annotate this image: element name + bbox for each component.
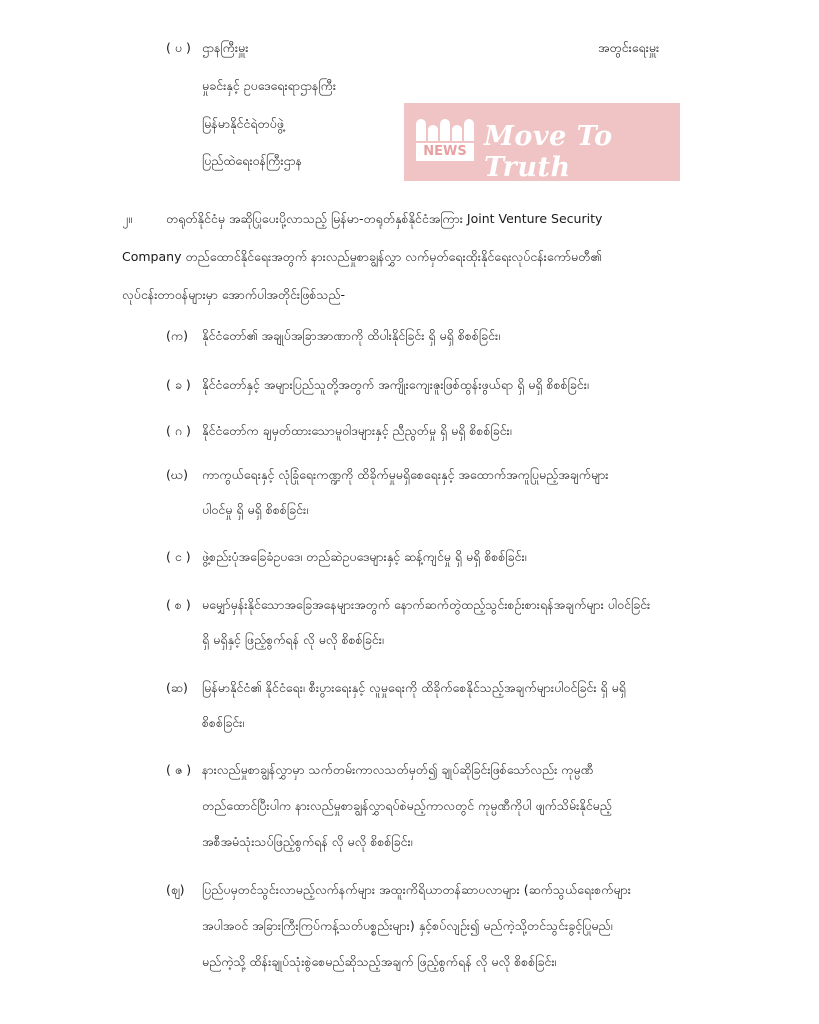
list-item-label: ( ခ ) [166,377,191,392]
list-item-label: ( င ) [166,549,191,564]
watermark-brand-text: Move To Truth [484,121,613,183]
list-item-text: နိုင်ငံတော်က ချမှတ်ထားသောမူဝါဒများနှင့် ညီညွတ်မှု ရှိ မရှိ စိစစ်ခြင်း၊ [202,423,512,438]
list-item-label: (က) [166,328,188,343]
list-item-label: (ဈ) [166,882,185,897]
list-item-text: တည်ထောင်ပြီးပါက နားလည်မှုစာချွန်လွှာရပ်စဲမည့်ကာလတွင် ကုမ္ပဏီကိုပါ ဖျက်သိမ်းနိုင်မည့် [202,798,612,813]
list-item-text: ပါဝင်မှု ရှိ မရှိ စိစစ်ခြင်း၊ [202,502,309,517]
header-line: ပြည်ထဲရေးဝန်ကြီးဌာန [202,153,303,168]
header-right-text: အတွင်းရေးမှူး [598,40,660,55]
list-item-text: ကာကွယ်ရေးနှင့် လုံခြုံရေးကဏ္ဍကို ထိခိုက်မှုမရှိစေရေးနှင့် အထောက်အကူပြုမည့်အချက်များ [202,467,609,482]
list-item-text: အစီအမံသုံးသပ်ဖြည့်စွက်ရန် လို မလို စိစစ်ခြင်း၊ [202,834,413,849]
list-item-label: ( စ ) [166,597,191,612]
list-item-text: နိုင်ငံတော်၏ အချုပ်အခြာအာဏာကို ထိပါးနိုင်ခြင်း ရှိ မရှိ စိစစ်ခြင်း၊ [202,328,501,343]
list-item-text: အပါအဝင် အခြားကြီးကြပ်ကန့်သတ်ပစ္စည်းများ) နှင့်စပ်လျဉ်း၍ မည်ကဲ့သို့တင်သွင်းခွင့်ပြုမည်၊ [202,918,613,933]
logo-bars-icon [416,119,474,141]
list-item-text: မည်ကဲ့သို့ ထိန်းချုပ်သုံးစွဲစေမည်ဆိုသည့်အချက် ဖြည့်စွက်ရန် လို မလို စိစစ်ခြင်း၊ [202,954,557,969]
paragraph-line: Company တည်ထောင်နိုင်ရေးအတွက် နားလည်မှုစာချွန်လွှာ လက်မှတ်ရေးထိုးနိုင်ရေးလုပ်ငန်းကော်မတီ၏ [122,249,602,264]
watermark [404,103,680,181]
list-item-text: စိစစ်ခြင်း၊ [202,715,245,730]
list-item-text: ပြည်ပမှတင်သွင်းလာမည့်လက်နက်များ အထူးကိရိယာတန်ဆာပလာများ (ဆက်သွယ်ရေးစက်များ [202,882,631,897]
list-item-label: ( ဂ ) [166,423,191,438]
list-item-text: နားလည်မှုစာချွန်လွှာမှာ သက်တမ်းကာလသတ်မှတ်၍ ချုပ်ဆိုခြင်းဖြစ်သော်လည်း ကုမ္ပဏီ [202,762,594,777]
list-item-text: ဖွဲ့စည်းပုံအခြေခံဥပဒေ၊ တည်ဆဲဥပဒေများနှင့် ဆန့်ကျင်မှု ရှိ မရှိ စိစစ်ခြင်း၊ [202,549,527,564]
header-line: ဌာနကြီးမှူး [202,40,249,55]
list-item-label: (ဆ) [166,680,188,695]
watermark-logo [416,119,474,165]
list-item-text: မြန်မာနိုင်ငံ၏ နိုင်ငံရေး၊ စီးပွားရေးနှင့် လူမှုရေးကို ထိခိုက်စေနိုင်သည့်အချက်များပါဝင်ခြင်း ရှိ မရှိ [202,680,626,695]
list-item-label: ( ဇ ) [166,762,192,777]
list-item-label: (ဃ) [166,467,188,482]
header-block-label: ( ပ ) [166,40,191,55]
paragraph-line: လုပ်ငန်းတာဝန်များမှာ အောက်ပါအတိုင်းဖြစ်သည်- [122,287,346,302]
watermark-logo-text: NEWS [416,143,474,161]
paragraph-number: ၂။ [122,211,132,226]
header-line: မြန်မာနိုင်ငံရဲတပ်ဖွဲ့ [202,116,284,131]
list-item-text: နိုင်ငံတော်နှင့် အများပြည်သူတို့အတွက် အကျိုးကျေးဇူးဖြစ်ထွန်းဖွယ်ရာ ရှိ မရှိ စိစစ်ခြင်း၊ [202,377,589,392]
list-item-text: မမျှော်မှန်းနိုင်သောအခြေအနေများအတွက် နောက်ဆက်တွဲထည့်သွင်းစဉ်းစားရန်အချက်များ ပါဝင်ခြင်း [202,597,651,612]
header-line: မှုခင်းနှင့် ဥပဒေရေးရာဌာနကြီး [202,78,337,93]
list-item-text: ရှိ မရှိနှင့် ဖြည့်စွက်ရန် လို မလို စိစစ်ခြင်း၊ [202,632,384,647]
paragraph-line: တရုတ်နိုင်ငံမှ အဆိုပြုပေးပို့လာသည့် မြန်မာ-တရုတ်နှစ်နိုင်ငံအကြား Joint Venture Security [166,211,603,226]
